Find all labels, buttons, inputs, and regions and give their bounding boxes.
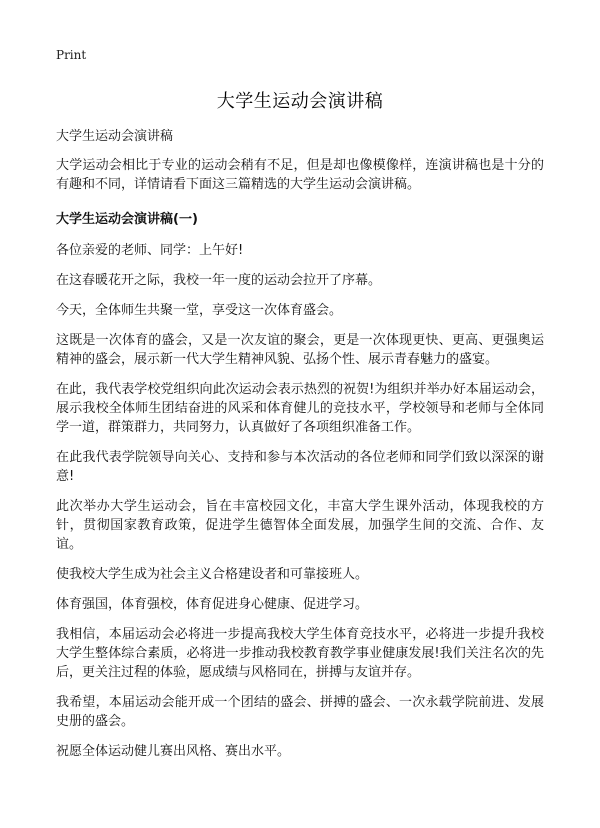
paragraph: 这既是一次体育的盛会，又是一次友谊的聚会，更是一次体现更快、更高、更强奥运精神的盛会，展示新一代大学生精神风貌、弘扬个性、展示青春魅力的盛宴。 xyxy=(56,333,544,367)
paragraph: 在这春暖花开之际，我校一年一度的运动会拉开了序幕。 xyxy=(56,273,382,288)
paragraph: 各位亲爱的老师、同学：上午好! xyxy=(56,243,244,258)
document-body xyxy=(56,156,544,761)
paragraph: 使我校大学生成为社会主义合格建设者和可靠接班人。 xyxy=(56,567,369,582)
section-heading: 大学生运动会演讲稿(一) xyxy=(56,212,198,227)
intro-paragraph: 大学运动会相比于专业的运动会稍有不足，但是却也像模像样，连演讲稿也是十分的有趣和不同，详情请看下面这三篇精选的大学生运动会演讲稿。 xyxy=(56,158,544,192)
print-link[interactable]: Print xyxy=(56,48,87,62)
paragraph: 我相信，本届运动会必将进一步提高我校大学生体育竞技水平，必将进一步提升我校大学生整体综合素质，必将进一步推动我校教育教学事业健康发展!我们关注名次的先后，更关注过程的体验，愿成绩与风格同在，拼搏与友谊并存。 xyxy=(56,627,544,680)
paragraph: 此次举办大学生运动会，旨在丰富校园文化，丰富大学生课外活动，体现我校的方针，贯彻国家教育政策，促进学生德智体全面发展，加强学生间的交流、合作、友谊。 xyxy=(56,499,544,552)
paragraph: 我希望，本届运动会能开成一个团结的盛会、拼搏的盛会、一次永载学院前进、发展史册的盛会。 xyxy=(56,695,544,729)
document-subtitle: 大学生运动会演讲稿 xyxy=(56,129,174,144)
paragraph: 体育强国，体育强校，体育促进身心健康、促进学习。 xyxy=(56,597,369,612)
paragraph: 在此我代表学院领导向关心、支持和参与本次活动的各位老师和同学们致以深深的谢意! xyxy=(56,450,544,484)
paragraph: 今天，全体师生共聚一堂，享受这一次体育盛会。 xyxy=(56,303,343,318)
paragraph: 在此，我代表学校党组织向此次运动会表示热烈的祝贺!为组织并举办好本届运动会，展示我校全体师生团结奋进的风采和体育健儿的竞技水平，学校领导和老师与全体同学一道，群策群力，共同努力，认真做好了各项组织准备工作。 xyxy=(56,382,544,435)
page-title: 大学生运动会演讲稿 xyxy=(216,91,384,112)
paragraph: 祝愿全体运动健儿赛出风格、赛出水平。 xyxy=(56,744,291,759)
